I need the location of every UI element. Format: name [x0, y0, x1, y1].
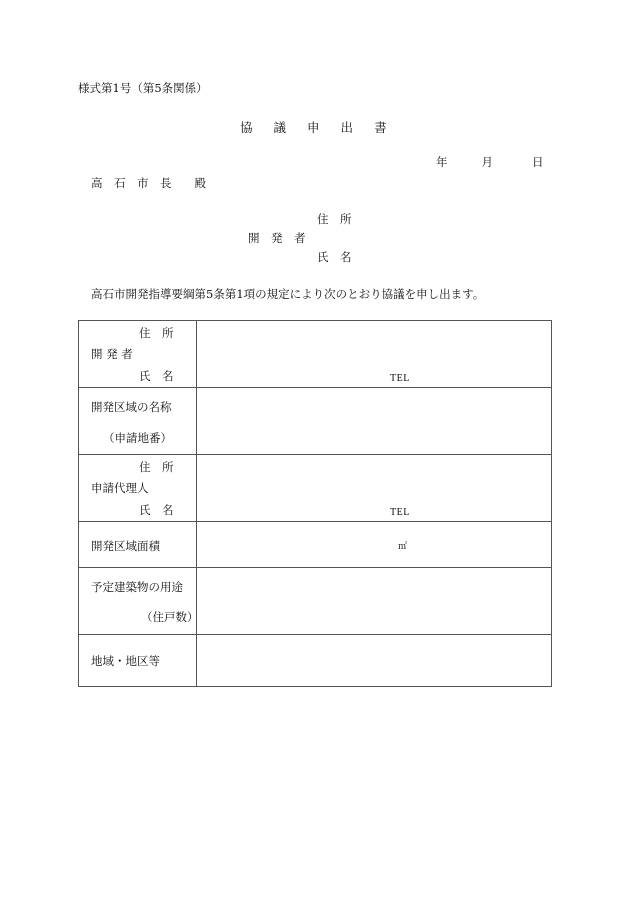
- date-day: 日: [532, 155, 544, 169]
- agent-title: 申請代理人: [91, 481, 149, 495]
- form-number: 様式第1号（第5条関係）: [78, 81, 208, 95]
- building-use-label-cell: [79, 568, 197, 635]
- area-size-value-cell[interactable]: [197, 522, 552, 568]
- title-char: 出: [340, 120, 354, 135]
- title-char: 協: [240, 120, 253, 135]
- date-year: 年: [436, 155, 448, 169]
- agent-value-cell[interactable]: [197, 455, 552, 522]
- area-size-label-cell: [79, 522, 197, 568]
- building-use-label: 予定建築物の用途: [91, 580, 183, 594]
- area-name-sub: （申請地番）: [103, 431, 172, 445]
- agent-label-cell: [79, 455, 197, 522]
- building-use-value-cell[interactable]: [197, 568, 552, 635]
- title-char: 申: [307, 120, 320, 135]
- agent-tel-label: TEL: [390, 507, 410, 518]
- building-use-sub: （住戸数）: [141, 610, 199, 624]
- table-row-area-name: [79, 388, 552, 455]
- developer-tel-label: TEL: [390, 373, 410, 384]
- zone-value-cell[interactable]: [197, 635, 552, 687]
- table-row-agent: [79, 455, 552, 522]
- table-row-developer: [79, 321, 552, 388]
- agent-name-label: 氏 名: [139, 503, 174, 517]
- statement-text: 高石市開発指導要綱第5条第1項の規定により次のとおり協議を申し出ます。: [91, 287, 485, 301]
- area-name-label: 開発区域の名称: [91, 400, 172, 414]
- addressee: 高 石 市 長 殿: [91, 176, 206, 190]
- area-unit: ㎡: [398, 542, 408, 552]
- developer-label-cell: [79, 321, 197, 388]
- application-table: [78, 320, 552, 687]
- applicant-address-label: 住 所: [317, 212, 352, 226]
- zone-label: 地域・地区等: [91, 654, 160, 668]
- agent-address-label: 住 所: [139, 460, 174, 474]
- area-name-value-cell[interactable]: [197, 388, 552, 455]
- date-month: 月: [481, 155, 493, 169]
- date-line: [436, 154, 544, 170]
- title-char: 議: [273, 120, 287, 135]
- developer-title: 開 発 者: [91, 347, 133, 361]
- zone-label-cell: [79, 635, 197, 687]
- developer-value-cell[interactable]: [197, 321, 552, 388]
- developer-name-label: 氏 名: [139, 369, 174, 383]
- table-row-building-use: [79, 568, 552, 635]
- developer-address-label: 住 所: [139, 326, 174, 340]
- applicant-developer-label: 開 発 者: [248, 231, 306, 245]
- area-name-label-cell: [79, 388, 197, 455]
- area-size-label: 開発区域面積: [91, 539, 160, 553]
- table-row-zone: [79, 635, 552, 687]
- document-title: [240, 118, 387, 136]
- table-row-area-size: [79, 522, 552, 568]
- title-char: 書: [374, 120, 387, 135]
- applicant-name-label: 氏 名: [317, 250, 352, 264]
